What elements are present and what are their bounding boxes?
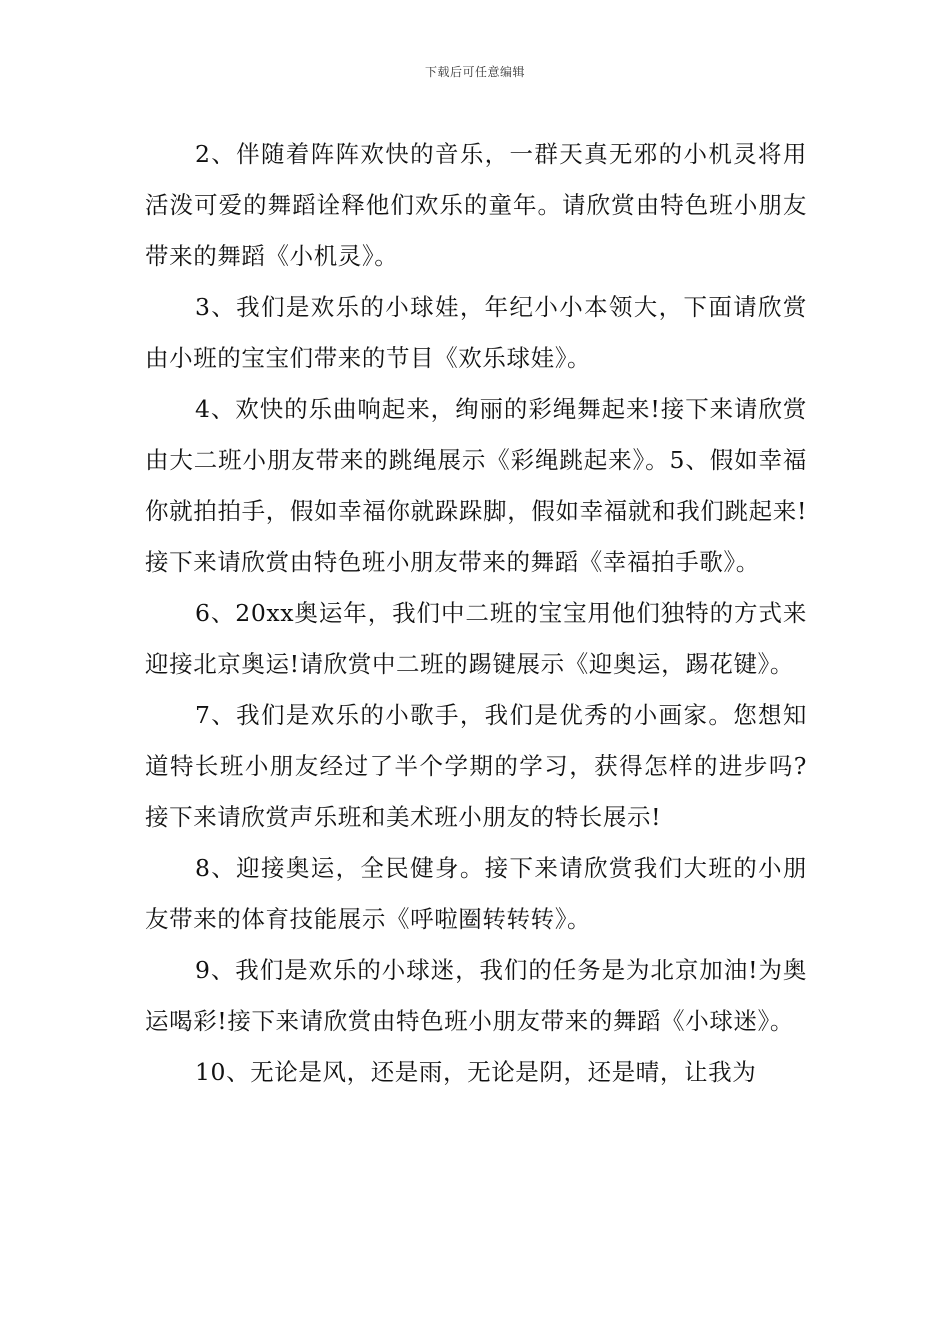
paragraph-item-7: 7、我们是欢乐的小歌手，我们是优秀的小画家。您想知道特长班小朋友经过了半个学期的学习，获得怎样的进步吗?接下来请欣赏声乐班和美术班小朋友的特长展示! bbox=[145, 701, 807, 831]
paragraph-item-2: 2、伴随着阵阵欢快的音乐，一群天真无邪的小机灵将用活泼可爱的舞蹈诠释他们欢乐的童年。请欣赏由特色班小朋友带来的舞蹈《小机灵》。 bbox=[145, 140, 807, 270]
paragraph-item-6: 6、20xx奥运年，我们中二班的宝宝用他们独特的方式来迎接北京奥运!请欣赏中二班的踢键展示《迎奥运，踢花键》。 bbox=[145, 599, 807, 678]
document-body bbox=[145, 129, 807, 1098]
paragraph-item-4-5: 4、欢快的乐曲响起来，绚丽的彩绳舞起来!接下来请欣赏由大二班小朋友带来的跳绳展示《彩绳跳起来》。5、假如幸福你就拍拍手，假如幸福你就跺跺脚，假如幸福就和我们跳起来!接下来请欣赏由特色班小朋友带来的舞蹈《幸福拍手歌》。 bbox=[145, 395, 807, 576]
page-header: 下载后可任意编辑 bbox=[424, 65, 525, 79]
paragraph-item-3: 3、我们是欢乐的小球娃，年纪小小本领大，下面请欣赏由小班的宝宝们带来的节目《欢乐球娃》。 bbox=[145, 293, 807, 372]
paragraph-item-10: 10、无论是风，还是雨，无论是阴，还是晴，让我为 bbox=[195, 1058, 757, 1086]
paragraph-item-8: 8、迎接奥运，全民健身。接下来请欣赏我们大班的小朋友带来的体育技能展示《呼啦圈转转转》。 bbox=[145, 854, 807, 933]
paragraph-item-9: 9、我们是欢乐的小球迷，我们的任务是为北京加油!为奥运喝彩!接下来请欣赏由特色班小朋友带来的舞蹈《小球迷》。 bbox=[145, 956, 807, 1035]
